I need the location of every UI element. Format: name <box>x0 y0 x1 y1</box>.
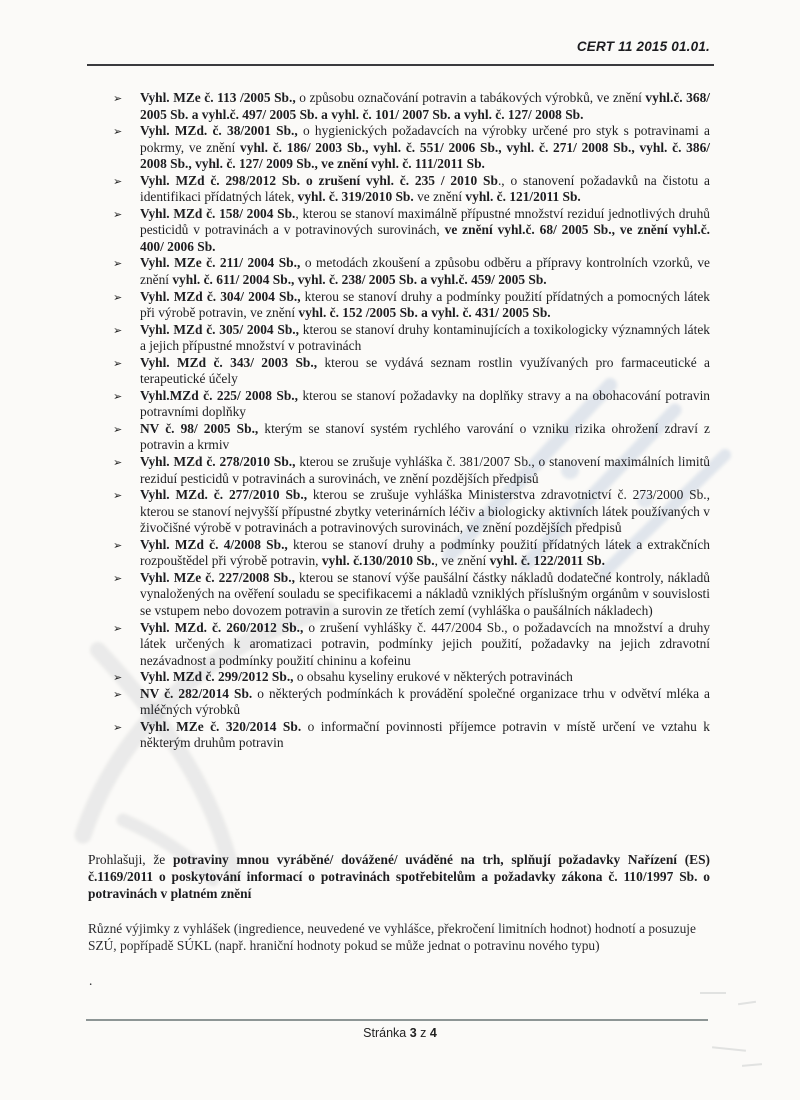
scan-noise <box>712 1046 746 1052</box>
list-item-text: Vyhl. MZd č. 304/ 2004 Sb., kterou se stanoví druhy a podmínky použití přídatných a pomocných látek při výrobě potravin, ve znění vyhl. č. 152 /2005 Sb. a vyhl. č. 431/ 2005 Sb. <box>140 288 711 321</box>
list-item-text: Vyhl. MZd č. 158/ 2004 Sb., kterou se stanoví maximálně přípustné množství reziduí jednotlivých druhů pesticidů v potravinách a v potravinových surovinách, ve znění vyhl.č. 68/ 2005 Sb., ve znění vyhl.č. 400/ 2006 Sb. <box>140 205 710 254</box>
bullet-arrow-icon: ➢ <box>113 538 123 552</box>
list-item <box>112 388 710 421</box>
list-item <box>112 719 710 752</box>
list-item <box>112 206 710 256</box>
bullet-arrow-icon: ➢ <box>113 207 123 221</box>
trailing-period: . <box>89 973 93 988</box>
header-divider <box>87 64 714 66</box>
list-item-text: Vyhl. MZd. č. 260/2012 Sb., o zrušení vyhlášky č. 447/2004 Sb., o požadavcích na množství a druhy látek určených k aromatizaci potravin, podmínky jejich použití, požadavky na jejich zdravotní nezávadnost a podmínky použití chininu a kofeinu <box>140 619 710 668</box>
list-item <box>112 355 710 388</box>
bullet-arrow-icon: ➢ <box>113 174 123 188</box>
bullet-arrow-icon: ➢ <box>113 323 123 337</box>
bullet-arrow-icon: ➢ <box>113 125 123 139</box>
list-item <box>112 123 710 173</box>
list-item-text: Vyhl. MZd č. 305/ 2004 Sb., kterou se stanoví druhy kontaminujících a toxikologicky významných látek a jejich přípustné množství v potravinách <box>140 321 710 354</box>
list-item <box>112 686 710 719</box>
bullet-arrow-icon: ➢ <box>113 720 123 734</box>
list-item <box>112 620 710 670</box>
bullet-arrow-icon: ➢ <box>113 389 123 403</box>
list-item <box>112 90 710 123</box>
list-item <box>112 487 710 537</box>
page-number: Stránka 3 z 4 <box>363 1026 437 1040</box>
list-item <box>112 255 710 288</box>
list-item <box>112 537 710 570</box>
note-paragraph: Různé výjimky z vyhlášek (ingredience, neuvedené ve vyhlášce, překročení limitních hodnot) hodnotí a posuzuje SZÚ, popřípadě SÚKL (např. hraniční hodnoty pokud se může jednat o potravinu nového typu) <box>88 921 696 953</box>
bullet-arrow-icon: ➢ <box>113 456 123 470</box>
list-item <box>112 570 710 620</box>
list-item-text: Vyhl. MZe č. 320/2014 Sb. o informační povinnosti příjemce potravin v místě určení ve vztahu k některým druhům potravin <box>140 718 710 751</box>
bullet-arrow-icon: ➢ <box>113 687 123 701</box>
bullet-arrow-icon: ➢ <box>113 356 123 370</box>
bullet-arrow-icon: ➢ <box>113 621 123 635</box>
list-item <box>112 669 710 686</box>
list-item-text: Vyhl. MZd. č. 38/2001 Sb., o hygienických požadavcích na výrobky určené pro styk s potravinami a pokrmy, ve znění vyhl. č. 186/ 2003 Sb., vyhl. č. 551/ 2006 Sb., vyhl. č. 271/ 2008 Sb., vyhl. č. 386/ 2008 Sb., vyhl. č. 127/ 2009 Sb., ve znění vyhl. č. 111/2011 Sb. <box>140 123 710 172</box>
list-item-text: NV č. 282/2014 Sb. o některých podmínkách k provádění společné organizace trhu v odvětví mléka a mléčných výrobků <box>140 685 710 718</box>
list-item-text: Vyhl.MZd č. 225/ 2008 Sb., kterou se stanoví požadavky na doplňky stravy a na obohacování potravin potravními doplňky <box>140 387 710 420</box>
bullet-arrow-icon: ➢ <box>113 571 123 585</box>
bullet-arrow-icon: ➢ <box>113 92 123 105</box>
list-item-text: NV č. 98/ 2005 Sb., kterým se stanoví systém rychlého varování o vzniku rizika ohrožení zdraví z potravin a krmiv <box>140 420 711 453</box>
bullet-arrow-icon: ➢ <box>113 489 123 503</box>
regulation-list <box>112 90 710 752</box>
list-item <box>112 289 710 322</box>
bullet-arrow-icon: ➢ <box>113 671 123 685</box>
scan-noise <box>742 1063 762 1067</box>
list-item-text: Vyhl. MZd č. 278/2010 Sb., kterou se zrušuje vyhláška č. 381/2007 Sb., o stanovení maximálních limitů reziduí pesticidů v potravinách a surovinách, ve znění pozdějších předpisů <box>140 454 710 486</box>
list-item-text: Vyhl. MZe č. 227/2008 Sb., kterou se stanoví výše paušální částky nákladů dodatečné kontroly, nákladů vynaložených na ověření souladu se specifikacemi a nákladů vzniklých příslušným orgánům v souvislosti se vstupem nebo dovozem potravin a surovin ze třetích zemí (vyhláška o paušálních nákladech) <box>140 569 710 618</box>
list-item-text: Vyhl. MZe č. 211/ 2004 Sb., o metodách zkoušení a způsobu odběru a přípravy kontrolních vzorků, ve znění vyhl. č. 611/ 2004 Sb., vyhl. č. 238/ 2005 Sb. a vyhl.č. 459/ 2005 Sb. <box>140 255 710 288</box>
list-item-text: Vyhl. MZd č. 343/ 2003 Sb., kterou se vydává seznam rostlin využívaných pro farmaceutické a terapeutické účely <box>140 354 711 387</box>
list-item <box>112 421 710 454</box>
bullet-arrow-icon: ➢ <box>113 290 123 304</box>
list-item <box>112 173 710 206</box>
list-item-text: Vyhl. MZd č. 4/2008 Sb., kterou se stanoví druhy a podmínky použití přídatných látek a extrakčních rozpouštědel při výrobě potravin, vyhl. č.130/2010 Sb., ve znění vyhl. č. 122/2011 Sb. <box>140 536 710 569</box>
list-item-text: Vyhl. MZd č. 299/2012 Sb., o obsahu kyseliny erukové v některých potravinách <box>140 669 573 685</box>
list-item-text: Vyhl. MZe č. 113 /2005 Sb., o způsobu označování potravin a tabákových výrobků, ve znění vyhl.č. 368/ 2005 Sb. a vyhl.č. 497/ 2005 Sb. a vyhl. č. 101/ 2007 Sb. a vyhl. č. 127/ 2008 Sb. <box>140 90 710 122</box>
bullet-arrow-icon: ➢ <box>113 422 123 436</box>
bullet-arrow-icon: ➢ <box>113 257 123 271</box>
footer-divider <box>86 1019 708 1021</box>
list-item <box>112 454 710 487</box>
list-item-text: Vyhl. MZd č. 298/2012 Sb. o zrušení vyhl. č. 235 / 2010 Sb., o stanovení požadavků na čistotu a identifikaci přídatných látek, vyhl. č. 319/2010 Sb. ve znění vyhl. č. 121/2011 Sb. <box>140 172 710 205</box>
declaration-paragraph: Prohlašuji, že potraviny mnou vyráběné/ dovážené/ uváděné na trh, splňují požadavky Nařízení (ES) č.1169/2011 o poskytování informací o potravinách spotřebitelům a požadavky zákona č. 110/1997 Sb. o potravinách v platném znění <box>88 852 710 901</box>
list-item-text: Vyhl. MZd. č. 277/2010 Sb., kterou se zrušuje vyhláška Ministerstva zdravotnictví č. 273/2000 Sb., kterou se stanoví nejvyšší přípustné zbytky veterinárních léčiv a biologicky aktivních látek používaných v živočišné výrobě v potravinách a potravinových surovinách, ve znění pozdějších předpisů <box>140 487 710 536</box>
scan-noise <box>700 992 726 994</box>
header-doc-code: CERT 11 2015 01.01. <box>576 39 710 54</box>
list-item <box>112 322 710 355</box>
scan-noise <box>738 1001 756 1005</box>
